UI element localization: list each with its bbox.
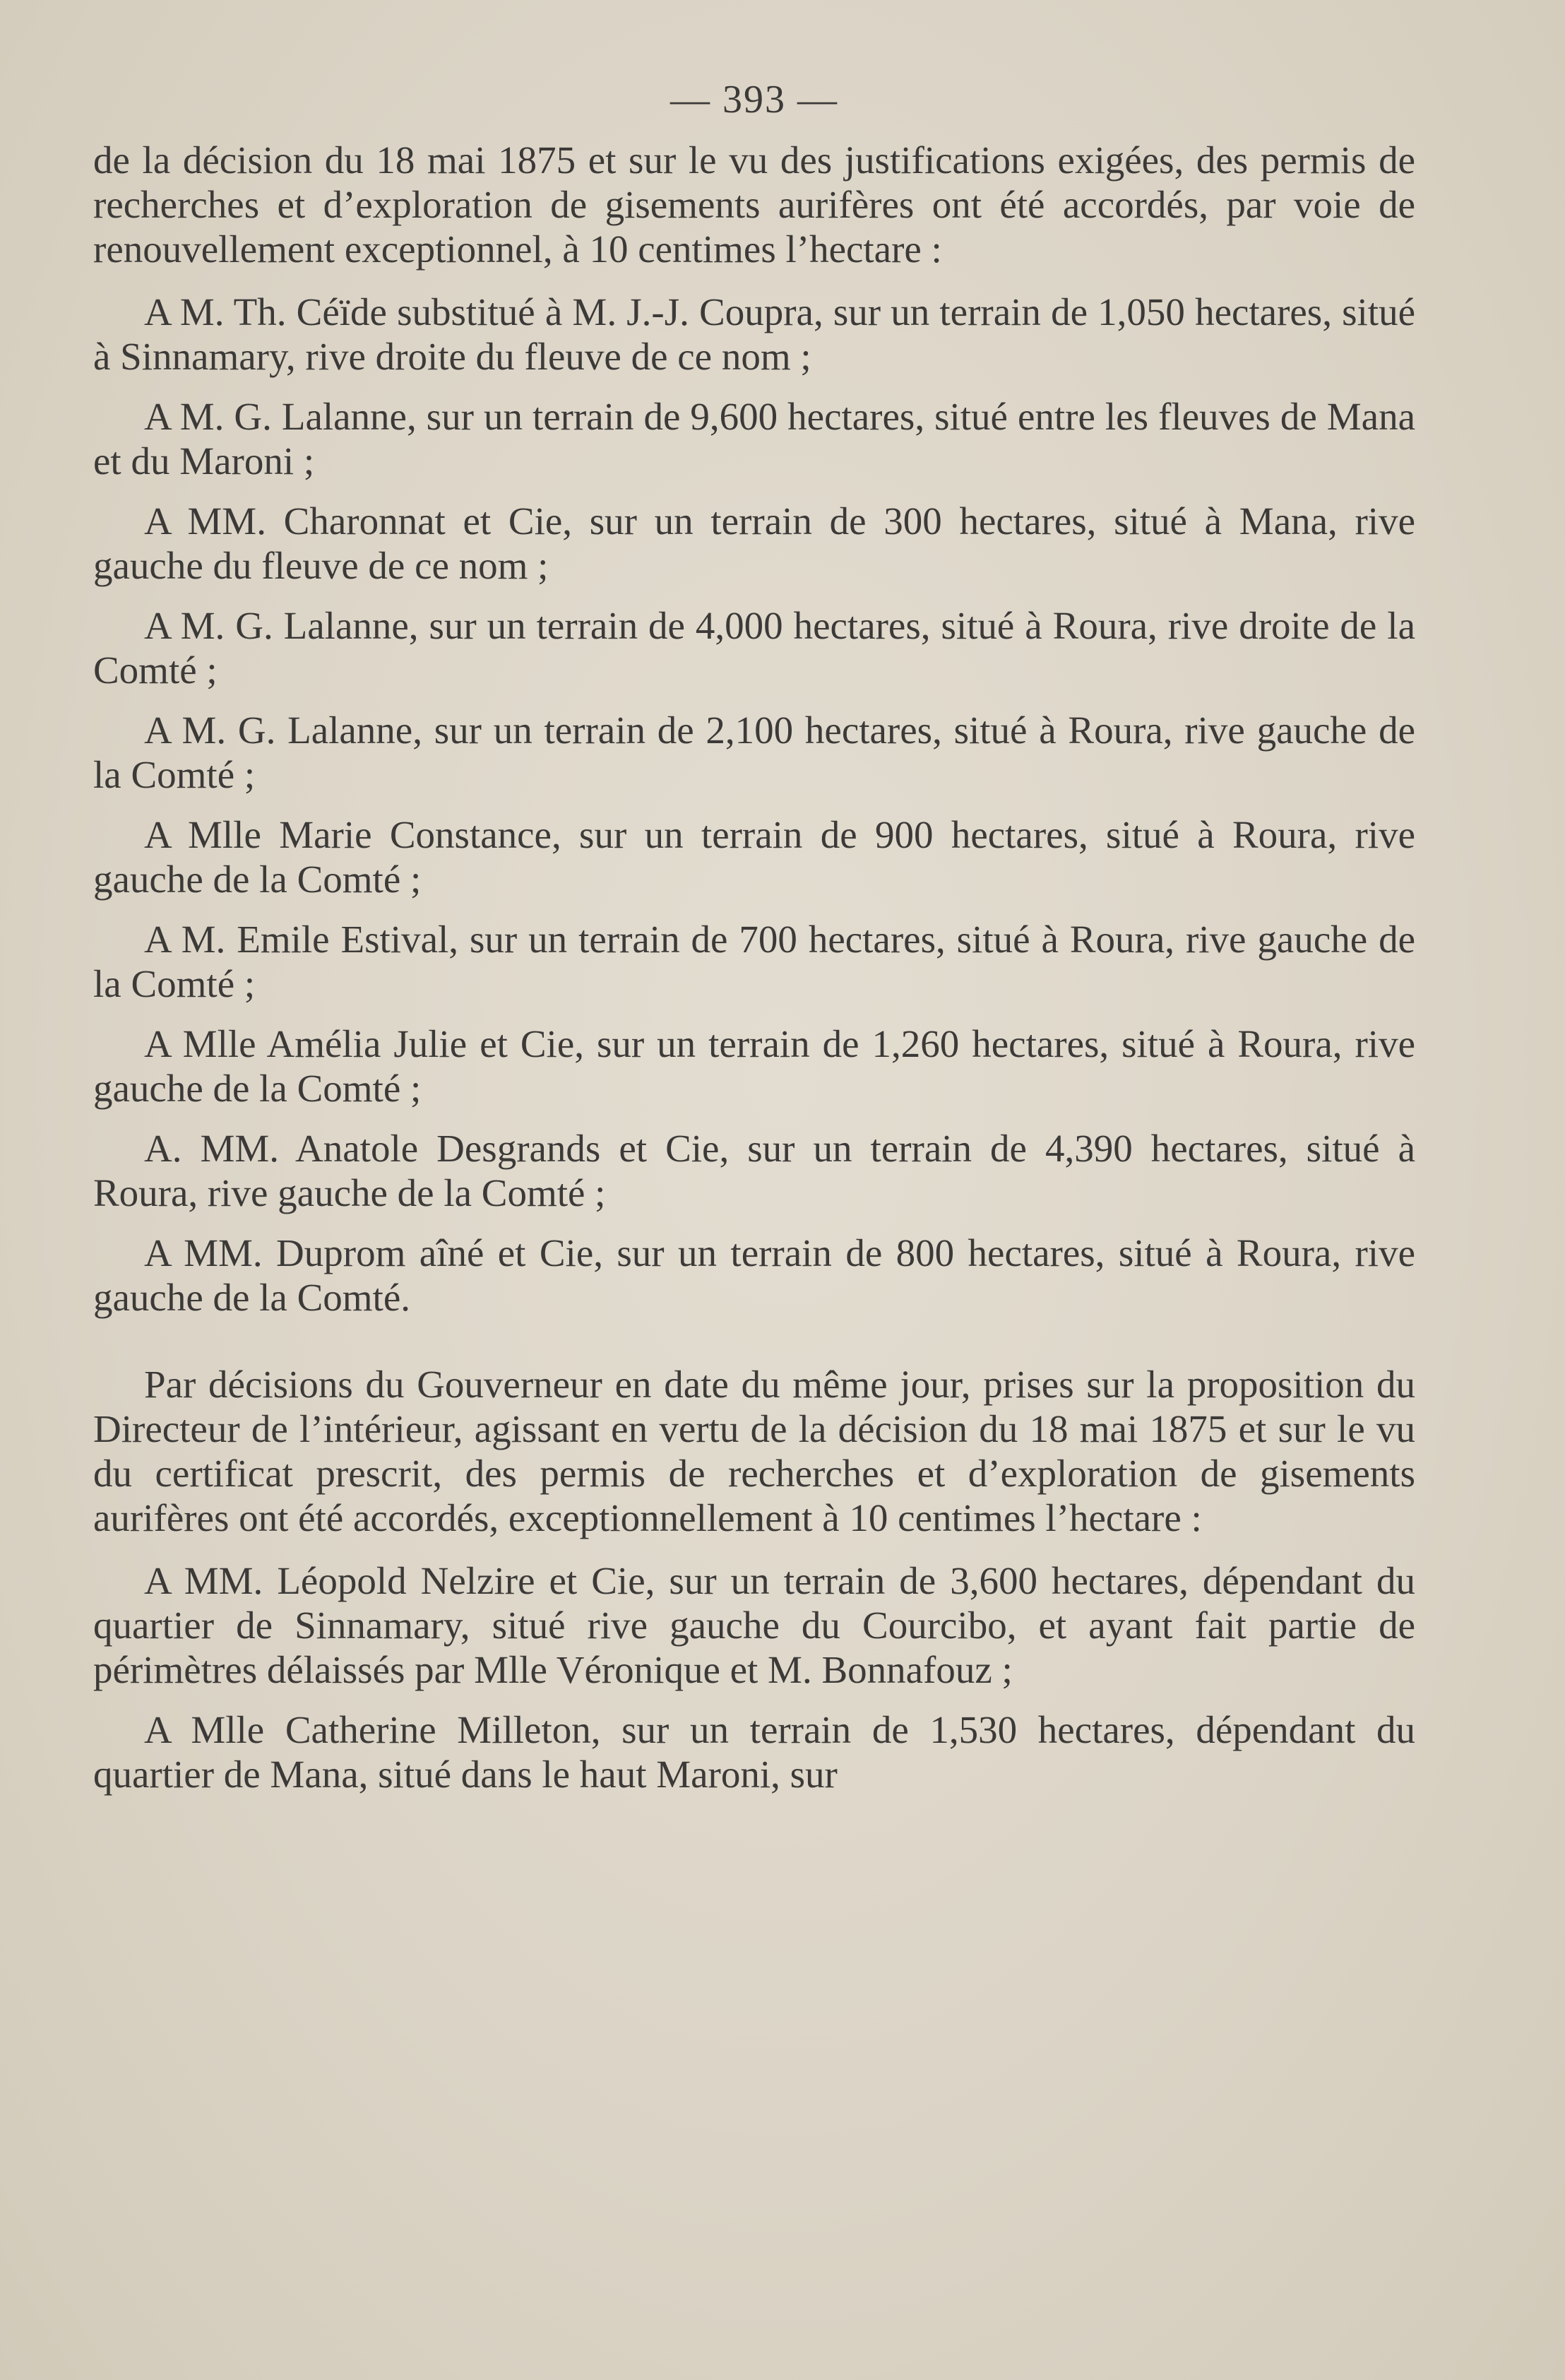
permit-entry: A M. G. Lalanne, sur un terrain de 4,000 hectares, situé à Roura, rive droite de la Comté ; (93, 604, 1415, 692)
permit-entry: A M. G. Lalanne, sur un terrain de 9,600 hectares, situé entre les fleuves de Mana et du Maroni ; (93, 395, 1415, 482)
permit-entry: A Mlle Catherine Milleton, sur un terrain de 1,530 hectares, dépendant du quartier de Mana, situé dans le haut Maroni, sur (93, 1708, 1415, 1796)
permit-entry: A M. Emile Estival, sur un terrain de 700 hectares, situé à Roura, rive gauche de la Comté ; (93, 918, 1415, 1005)
permit-entry: A M. G. Lalanne, sur un terrain de 2,100 hectares, situé à Roura, rive gauche de la Comté ; (93, 709, 1415, 796)
page-number: — 393 — (670, 78, 838, 122)
page-text (93, 78, 1415, 1796)
permit-entry: A Mlle Amélia Julie et Cie, sur un terrain de 1,260 hectares, situé à Roura, rive gauche de la Comté ; (93, 1022, 1415, 1110)
governor-decision-paragraph: Par décisions du Gouverneur en date du même jour, prises sur la proposition du Directeur de l’intérieur, agissant en vertu de la décision du 18 mai 1875 et sur le vu du certificat prescrit, des permis de recherches et d’exploration de gisements aurifères ont été accordés, exceptionnellement à 10 centimes l’hectare : (93, 1363, 1415, 1539)
permit-entry: A. MM. Anatole Desgrands et Cie, sur un terrain de 4,390 hectares, situé à Roura, rive gauche de la Comté ; (93, 1127, 1415, 1214)
permit-entry: A Mlle Marie Constance, sur un terrain de 900 hectares, situé à Roura, rive gauche de la Comté ; (93, 813, 1415, 901)
intro-paragraph: de la décision du 18 mai 1875 et sur le vu des justifications exigées, des permis de recherches et d’exploration de gisements aurifères ont été accordés, par voie de renouvellement exceptionnel, à 10 centimes l’hectare : (93, 138, 1415, 271)
permit-entry: A MM. Duprom aîné et Cie, sur un terrain de 800 hectares, situé à Roura, rive gauche de la Comté. (93, 1231, 1415, 1319)
permit-entry: A MM. Charonnat et Cie, sur un terrain de 300 hectares, situé à Mana, rive gauche du fleuve de ce nom ; (93, 499, 1415, 587)
permit-entry: A MM. Léopold Nelzire et Cie, sur un terrain de 3,600 hectares, dépendant du quartier de Sinnamary, situé rive gauche du Courcibo, et ayant fait partie de périmètres délaissés par Mlle Véronique et M. Bonnafouz ; (93, 1559, 1415, 1691)
permit-entry: A M. Th. Céïde substitué à M. J.-J. Coupra, sur un terrain de 1,050 hectares, situé à Sinnamary, rive droite du fleuve de ce nom ; (93, 290, 1415, 378)
